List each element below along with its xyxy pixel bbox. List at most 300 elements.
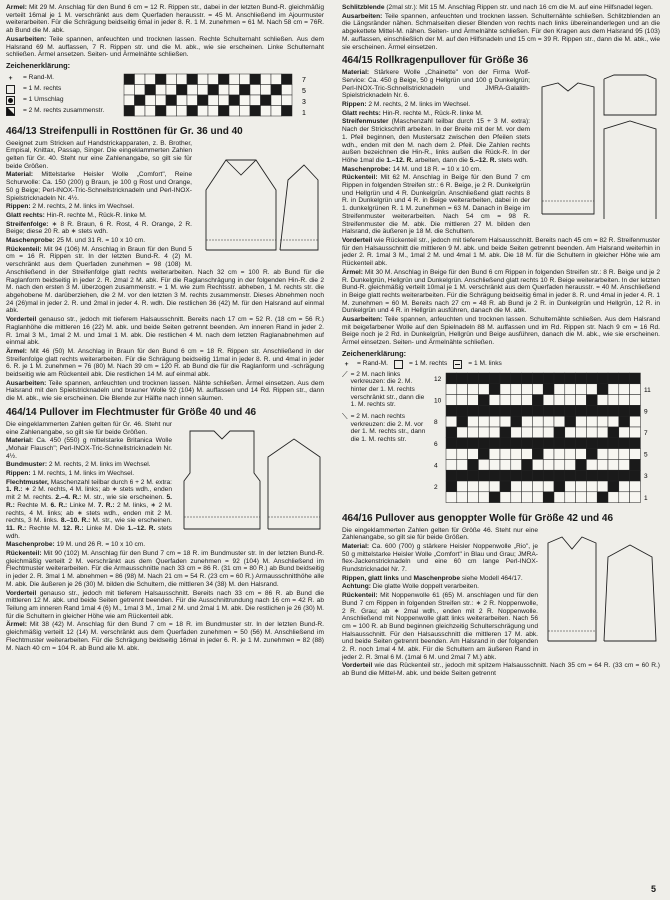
- row-label: 6: [434, 440, 438, 448]
- legend-block: [6, 72, 324, 122]
- explanation-item: [342, 371, 428, 410]
- row-label: 3: [302, 98, 306, 106]
- chart-cell: [446, 448, 457, 459]
- chart-cell: [522, 383, 533, 394]
- chart-cell: [511, 394, 522, 405]
- chart-cell: [229, 74, 240, 85]
- chart-cell: [554, 491, 565, 502]
- chart-cell: [511, 437, 522, 448]
- chart-cell: [145, 105, 156, 116]
- schematic-diagram: [176, 421, 324, 533]
- chart-cell: [446, 470, 457, 481]
- chart-cell: [489, 448, 500, 459]
- minus-symbol-icon: [453, 360, 462, 369]
- chart-cell: [500, 416, 511, 427]
- chart-cell: [271, 105, 282, 116]
- chart-cell: [543, 470, 554, 481]
- chart-cell: [576, 416, 587, 427]
- row-label: 10: [434, 397, 442, 405]
- chart-cell: [457, 394, 468, 405]
- chart-cell: [576, 373, 587, 384]
- paragraph: Ausarbeiten: Teile spannen, anfeuchten und trocknen lassen. Rechte Schulternaht schließen. Aus dem Halsrand 69 M. auffassen, 7 R. Rippen str. und die M. abk., wie sie erscheinen. Linke Schulternaht schließen. Ärmel ansetzen. Seiten- und Ärmelnähte schließen.: [6, 35, 324, 59]
- chart-cell: [187, 84, 198, 95]
- chart-cell: [250, 105, 261, 116]
- chart-cell: [478, 459, 489, 470]
- chart-cell: [468, 427, 479, 438]
- section-title: 464/14 Pullover im Flechtmuster für Größe 40 und 46: [6, 406, 257, 418]
- chart-cell: [250, 84, 261, 95]
- schematic-diagram: [534, 69, 660, 219]
- legend-list: [6, 72, 114, 122]
- chart-cell: [543, 491, 554, 502]
- chart-cell: [586, 373, 597, 384]
- chart-cell: [446, 491, 457, 502]
- chart-cell: [565, 383, 576, 394]
- triangle-symbol-icon: [6, 107, 15, 116]
- chart-cell: [468, 481, 479, 492]
- legend-row: [6, 74, 114, 83]
- chart-cell: [156, 95, 167, 106]
- chart-cell: [543, 427, 554, 438]
- row-label: 12: [434, 375, 442, 383]
- chart-cell: [554, 416, 565, 427]
- row-label: 9: [644, 407, 648, 415]
- chart-cell: [522, 416, 533, 427]
- chart-cell: [597, 416, 608, 427]
- chart-cell: [565, 437, 576, 448]
- chart-cell: [489, 481, 500, 492]
- page-number: 5: [650, 884, 656, 895]
- chart-cell: [522, 405, 533, 416]
- legend-text: = 2 M. rechts zusammenstr.: [23, 107, 105, 115]
- chart-cell: [177, 95, 188, 106]
- chart-cell: [511, 481, 522, 492]
- paragraph: Rückenteil: Mit Noppenwolle 61 (65) M. anschlagen und für den Bund 7 cm Rippen in folgenden Streifen str.: ∗ 2 R. Noppenwolle, 2 R. Grau; ab ∗ 2mal wdh., enden mit 2 R. Noppenwolle. Anschließend mit Noppenwolle glatt links weiterarbeiten. Nach 56 cm = 100 R. ab Bund beginnen gleichzeitig Schulterschrägung und Halsausschnitt. Für den Halsausschnitt die mittleren 17 M. abk. und beide Seiten getrennt beenden. Am Halsrand in der folgenden 2. R. noch 1mal 4 M. abk. Für die Schultern am äußeren Rand in jeder 2. R. 3mal 6 M. (1mal 6 M. und 2mal 7 M.) abk.: [342, 592, 538, 661]
- chart-cell: [177, 105, 188, 116]
- chart-cell: [522, 448, 533, 459]
- chart-cell: [457, 459, 468, 470]
- chart-cell: [229, 84, 240, 95]
- chart-cell: [586, 405, 597, 416]
- chart-cell: [608, 481, 619, 492]
- square-symbol-icon: [6, 85, 15, 94]
- paragraph: Material: Ca. 450 (550) g mittelstarke Britanica Wolle „Mohair Flausch"; Perl-INOX-Tric-Schnellstricknadeln Nr. 4½.: [6, 437, 172, 460]
- schematic-diagram: [196, 140, 324, 260]
- paragraph: Maschenprobe: 19 M. und 26 R. = 10 x 10 cm.: [6, 541, 146, 549]
- chart-cell: [543, 459, 554, 470]
- chart-cell: [187, 95, 198, 106]
- section-464-16: [342, 513, 660, 678]
- chart-cell: [511, 470, 522, 481]
- chart-cell: [554, 427, 565, 438]
- chart-cell: [597, 459, 608, 470]
- chart-cell: [532, 405, 543, 416]
- chart-cell: [597, 448, 608, 459]
- chart-cell: [468, 459, 479, 470]
- paragraph: Geeignet zum Stricken auf Handstrickapparaten, z. B. Brother, Empisal, Knittax, Passap, Singer. Die eingeklammerten Zahlen gelten für Gr. 40. Steht nur eine Zahlenangabe, so gilt sie für beide Größen.: [6, 139, 192, 170]
- chart-cell: [282, 84, 293, 95]
- paragraph: Glatt rechts: Hin-R. rechte M., Rück-R. linke M.: [342, 109, 483, 117]
- chart-cell: [554, 383, 565, 394]
- chart-cell: [489, 405, 500, 416]
- paragraph: Rückenteil: Mit 94 (106) M. Anschlag in Braun für den Bund 5 cm = 16 R. Rippen str. In der letzten Bund-R. 4 (2) M. verschränkt aus dem Querfaden zunehmen = 98 (108) M. Anschließend in der Streifenfolge glatt rechts weiterarbeiten. Nach 32 cm = 100 R. ab Bund für die Raglanform beidseitig in jeder 2. R. 2mal 2 M. abk. Für die Raglanschrägung in der folgenden Hin-R. die 2 M. nach den ersten 3 M. überzogen zusammenstr. = 1 M. wie zum Rechtsstr. abheben, 1 M. rechts str. die abgehobene M. darüberziehen, die 2 M. vor den letzten 3 M. rechts zusammenstr. Dieses Abnehmen noch 24 (26)mal in jeder 2. R. und 2mal in jeder 4. R. wdh. Die restlichen 36 (42) M. für den Halsrand auf einmal abk.: [6, 245, 324, 315]
- chart-cell: [619, 459, 630, 470]
- chart-cell: [630, 394, 641, 405]
- chart-cell: [135, 105, 146, 116]
- chart-cell: [576, 437, 587, 448]
- explanation-item: [342, 413, 428, 444]
- chart-cell: [457, 383, 468, 394]
- chart-cell: [478, 416, 489, 427]
- chart-cell: [282, 74, 293, 85]
- chart-cell: [576, 405, 587, 416]
- chart-cell: [511, 459, 522, 470]
- chart-cell: [489, 437, 500, 448]
- chart-cell: [446, 394, 457, 405]
- chart-cell: [532, 470, 543, 481]
- chart-cell: [586, 481, 597, 492]
- plus-symbol-icon: +: [344, 360, 349, 368]
- chart-cell: [446, 405, 457, 416]
- section-title: 464/15 Rollkragenpullover für Größe 36: [342, 55, 529, 67]
- chart-cell: [630, 448, 641, 459]
- chart-cell: [565, 394, 576, 405]
- chart-cell: [630, 491, 641, 502]
- paragraph: Streifenfolge: ∗ 8 R. Braun, 6 R. Rost, 4 R. Orange, 2 R. Beige; diese 20 R. ab ∗ stets wdh.: [6, 220, 192, 236]
- chart-cell: [608, 383, 619, 394]
- chart-cell: [597, 491, 608, 502]
- chart-cell: [250, 95, 261, 106]
- chart-cell: [271, 84, 282, 95]
- chart-cell: [554, 459, 565, 470]
- paragraph: Maschenprobe: 25 M. und 31 R. = 10 x 10 cm.: [6, 237, 146, 245]
- chart-cell: [576, 481, 587, 492]
- chart-cell: [532, 416, 543, 427]
- chart-cell: [446, 383, 457, 394]
- chart-cell: [489, 427, 500, 438]
- paragraph: Vorderteil genauso str., jedoch mit tieferem Halsausschnitt. Bereits nach 17 cm = 52 R. (18 cm = 56 R.) Raglanhöhe die mittleren 16 (22) M. abk. und beide Seiten getrennt beenden. Am inneren Rand in jeder 2. R. 1mal 3 M., 1mal 2 M. und 1mal 1 M. abk. Die restlichen 4 M. nach dem letzten Raglanabnehmen auf einmal abk.: [6, 316, 324, 347]
- row-label: 7: [644, 429, 648, 437]
- legend-row: [6, 107, 114, 116]
- chart-cell: [489, 394, 500, 405]
- chart-cell: [597, 405, 608, 416]
- chart-cell: [250, 74, 261, 85]
- chart-cell: [543, 405, 554, 416]
- chart-cell: [446, 459, 457, 470]
- chart-cell: [177, 84, 188, 95]
- chart-cell: [597, 470, 608, 481]
- legend-text: = 1 M. links: [468, 360, 502, 368]
- row-label: 3: [644, 472, 648, 480]
- chart-cell: [478, 394, 489, 405]
- chart-cell: [619, 481, 630, 492]
- chart-cell: [468, 405, 479, 416]
- chart-cell: [208, 95, 219, 106]
- square-symbol-icon: [394, 360, 403, 369]
- paragraph: Vorderteil genauso str., jedoch mit tieferem Halsausschnitt. Bereits nach 33 cm = 86 R. ab Bund die mittleren 12 M. abk. und beide Seiten getrennt beenden. Für die Ausschnittrundung nach 16 cm = 42 R. ab Teilung am inneren Rand 1mal 4 (6) M., 1mal 3 M., 1mal 2 M. und 2mal 1 M. abk. Die restlichen je 26 (30) M. für die Schultern in gleicher Höhe wie am Rückenteil abk.: [6, 589, 324, 620]
- chart-cell: [271, 74, 282, 85]
- paragraph: Ausarbeiten: Teile spannen, anfeuchten und trocknen lassen. Nähte schließen. Ärmel einsetzen. Aus dem Halsrand mit den Spielstricknadeln und brauner Wolle 92 (104) M. auffassen und 14 Rd. Rippen str., dann die M. abk., wie sie erscheinen. Die Blende zur Hälfte nach innen säumen.: [6, 379, 324, 403]
- paragraph: Material: Ca. 600 (700) g stärkere Heisler Noppenwolle „Rio", je 50 g mittelstarke Heisler Wolle „Comfort" in Blau und Grau; JMRA-flex-Jackenstricknadeln und eine 60 cm lange Perl-INOX-Rundstricknadel Nr. 7.: [342, 542, 538, 574]
- paragraph: Streifenmuster (Maschenzahl teilbar durch 15 + 3 M. extra): Nach der Strickschrift arbeiten. In der Breite mit der M. vor dem 1. Pfeil beginnen, den Mustersatz zwischen den Pfeilen stets wdh., enden mit den M. nach dem 2. Pfeil. Die Zahlen rechts außen bezeichnen die Hin-R., links außen die Rück-R. In der Höhe 1mal die 1.–12. R. arbeiten, dann die 5.–12. R. stets wdh.: [342, 118, 530, 164]
- chart-cell: [124, 74, 135, 85]
- chart-cell: [457, 405, 468, 416]
- chart-cell: [597, 481, 608, 492]
- chart-cell: [532, 491, 543, 502]
- row-label: 1: [302, 109, 306, 117]
- chart-cell: [586, 470, 597, 481]
- paragraph: Rückenteil: Mit 90 (102) M. Anschlag für den Bund 7 cm = 18 R. im Bundmuster str. In der letzten Bund-R. gleichmäßig verteilt 2 M. verschränkt aus dem Querfaden zunehmen = 92 (104) M. Anschließend im Flechtmuster weiterarbeiten. Für die Armausschnitte nach 33 cm = 86 R. (31 cm = 80 R.) ab Bund beidseitig in jeder 2. R. 3mal 1 M. abnehmen = 86 (98) M. Nach 21 cm = 54 R. (23 cm = 60 R.) Armausschnitthöhe alle M. abk. Die äußeren je 26 (30) M. bilden die Schultern, die mittleren 34 (38) M. den Halsrand.: [6, 550, 324, 588]
- chart-cell: [198, 74, 209, 85]
- chart-cell: [240, 105, 251, 116]
- chart-cell: [229, 105, 240, 116]
- chart-cell: [543, 448, 554, 459]
- chart-cell: [446, 481, 457, 492]
- chart-cell: [156, 105, 167, 116]
- chart-cell: [608, 405, 619, 416]
- chart-cell: [187, 74, 198, 85]
- chart-cell: [468, 383, 479, 394]
- legend-row: [6, 96, 114, 105]
- chart-cell: [608, 394, 619, 405]
- chart-cell: [446, 373, 457, 384]
- right-column: [342, 4, 660, 895]
- chart-cell: [619, 405, 630, 416]
- chart-cell: [543, 383, 554, 394]
- knitting-chart-ajour: [120, 72, 310, 122]
- chart-cell: [565, 416, 576, 427]
- chart-cell: [282, 105, 293, 116]
- paragraph: Material: Stärkere Wolle „Chainette" von der Firma Wolf-Service: Ca. 450 g Beige, 50 g Hellgrün und 100 g Dunkelgrün; Perl-INOX-Tric-Schnellstricknadeln und JMRA-Galalith-Spielstricknadeln Nr. 6.: [342, 69, 530, 100]
- legend-title: Zeichenerklärung:: [6, 60, 71, 70]
- chart-cell: [565, 427, 576, 438]
- chart-cell: [124, 84, 135, 95]
- chart-cell: [576, 470, 587, 481]
- chart-cell: [468, 448, 479, 459]
- chart-cell: [630, 405, 641, 416]
- chart-cell: [576, 448, 587, 459]
- chart-cell: [608, 470, 619, 481]
- chart-cell: [586, 459, 597, 470]
- chart-cell: [478, 491, 489, 502]
- paragraph: Ärmel: Mit 29 M. Anschlag für den Bund 6 cm = 12 R. Rippen str., dabei in der letzten Bund-R. gleichmäßig verteilt 16mal je 1 M. verschränkt aus dem Querfaden herausstr. = 45 M. Anschließend im Ajourmuster weiterarbeiten. Für die Schrägung beidseitig 6mal in jeder 8. R. 1 M. zunehmen = 61 M. Nach 58 cm = 76R. ab Bund die M. abk.: [6, 4, 324, 35]
- chart-cell: [565, 405, 576, 416]
- chart-cell: [630, 470, 641, 481]
- chart-cell: [522, 459, 533, 470]
- explanation-text: = 2 M. nach links verkreuzen: die 2. M. hinter der 1. M. rechts verschränkt str., dann die 1. M. rechts str.: [350, 370, 425, 409]
- paragraph: Ärmel: Mit 38 (42) M. Anschlag für den Bund 7 cm = 18 R. im Bundmuster str. In der letzten Bund-R. gleichmäßig verteilt 12 (14) M. verschränkt aus dem Querfaden zunehmen = 50 (56) M. Anschließend im Flechtmuster weiterarbeiten. Für die Schrägung beidseitig 16mal in jeder 6. R. je 1 M. zunehmen = 82 (88) M. Nach 40 cm = 104 R. ab Bund alle M. abk.: [6, 621, 324, 652]
- cross-left-icon: ⟋: [342, 369, 348, 379]
- chart-cell: [489, 459, 500, 470]
- paragraph: Glatt rechts: Hin-R. rechte M., Rück-R. linke M.: [6, 211, 147, 219]
- row-label: 11: [644, 386, 651, 394]
- chart-cell: [271, 95, 282, 106]
- chart-cell: [532, 437, 543, 448]
- row-label: 2: [434, 483, 438, 491]
- chart-cell: [619, 491, 630, 502]
- circle-symbol-icon: [6, 96, 15, 105]
- chart-cell: [135, 74, 146, 85]
- chart-cell: [478, 383, 489, 394]
- chart-cell: [608, 416, 619, 427]
- paragraph: Rückenteil: Mit 62 M. Anschlag in Beige für den Bund 7 cm Rippen in folgenden Streifen str.: 6 R. Beige, je 2 R. Dunkelgrün und Hellgrün und 4 R. Dunkelgrün. Anschließend glatt rechts 8 R. in Dunkelgrün und 4 R. in Beige weiterarbeiten, dabei in der 1. dunkelgrünen R. 1 M. zunehmen = 63 M. Danach in Beige im Streifenmuster weiterarbeiten. Nach 54 cm = 98 R. Streifenmuster die M. abk. Die mittleren 27 M. bilden den Halsrand, die äußeren je 18 M. die Schultern.: [342, 174, 530, 236]
- chart-cell: [532, 373, 543, 384]
- paragraph: Ärmel: Mit 46 (50) M. Anschlag in Braun für den Bund 6 cm = 18 R. Rippen str. Anschließend in der Streifenfolge glatt rechts weiterarbeiten. Für die Schrägung beidseitig 11mal in jeder 8. R. und 4mal in jeder 6. R. je 1 M. zunehmen = 76 (80) M. Nach 39 cm = 120 R. ab Bund die für die Raglanform und -schrägung beidseitig wie am Rückenteil abk. Die restlichen 14 M. auf einmal abk.: [6, 347, 324, 379]
- chart-cell: [576, 459, 587, 470]
- chart-cell: [543, 437, 554, 448]
- paragraph: Rippen: 2 M. rechts, 2 M. links im Wechsel.: [6, 203, 135, 211]
- intro-right: [342, 4, 660, 51]
- chart-cell: [177, 74, 188, 85]
- chart-cell: [135, 84, 146, 95]
- paragraph: Ärmel: Mit 30 M. Anschlag in Beige für den Bund 6 cm Rippen in folgenden Streifen str.: 8 R. Beige und je 2 R. Dunkelgrün, Hellgrün und Dunkelgrün. Anschließend glatt rechts 10 R. Beige weiterarbeiten. In der letzten Bund-R. gleichmäßig verteilt 10mal je 1 M. verschränkt aus dem Querfaden herausstr. = 40 M. Anschließend in Beige glatt rechts weiterarbeiten. Für die Schrägung beidseitig 6mal in jeder 8. R. und 4mal in jeder 4. R. 1 M. zunehmen = 60 M. Bereits nach 27 cm = 48 R. ab Bund je 2 R. in Dunkelgrün und Hellgrün, 12 R. in Dunkelgrün und 4 R. in Hellgrün ausführen, danach die M. abk.: [342, 268, 660, 315]
- chart-cell: [522, 470, 533, 481]
- chart-cell: [457, 427, 468, 438]
- plus-symbol-icon: +: [8, 74, 13, 82]
- chart-cell: [597, 383, 608, 394]
- chart-cell: [511, 383, 522, 394]
- chart-cell: [208, 84, 219, 95]
- chart-cell: [522, 394, 533, 405]
- chart-cell: [532, 481, 543, 492]
- legend-title: Zeichenerklärung:: [342, 348, 407, 358]
- chart-cell: [619, 448, 630, 459]
- chart-cell: [166, 74, 177, 85]
- chart-cell: [608, 373, 619, 384]
- chart-cell: [522, 491, 533, 502]
- chart-cell: [554, 437, 565, 448]
- chart-cell: [457, 416, 468, 427]
- chart-cell: [597, 427, 608, 438]
- chart-cell: [619, 437, 630, 448]
- chart-cell: [608, 459, 619, 470]
- chart-cell: [468, 416, 479, 427]
- row-label: 1: [644, 494, 648, 502]
- chart-cell: [511, 373, 522, 384]
- chart-cell: [554, 373, 565, 384]
- chart-cell: [208, 74, 219, 85]
- chart-cell: [619, 470, 630, 481]
- legend-text: = Rand-M.: [23, 74, 54, 82]
- chart-cell: [500, 427, 511, 438]
- chart-cell: [489, 373, 500, 384]
- chart-cell: [630, 437, 641, 448]
- chart-cell: [145, 84, 156, 95]
- chart-cell: [565, 459, 576, 470]
- chart-cell: [554, 470, 565, 481]
- chart-cell: [468, 394, 479, 405]
- chart-cell: [608, 491, 619, 502]
- chart-cell: [522, 481, 533, 492]
- chart-cell: [240, 84, 251, 95]
- chart-cell: [554, 394, 565, 405]
- legend-text: = 1 Umschlag: [23, 96, 64, 104]
- chart-cell: [586, 383, 597, 394]
- chart-cell: [145, 74, 156, 85]
- chart-cell: [457, 491, 468, 502]
- chart-cell: [554, 405, 565, 416]
- chart-cell: [565, 481, 576, 492]
- chart-cell: [135, 95, 146, 106]
- chart-cell: [597, 373, 608, 384]
- paragraph: Schlitzblende (2mal str.): Mit 15 M. Anschlag Rippen str. und nach 16 cm die M. auf eine Hilfsnadel legen.: [342, 4, 653, 11]
- chart-cell: [166, 84, 177, 95]
- chart-cell: [532, 459, 543, 470]
- chart-cell: [500, 481, 511, 492]
- chart-cell: [630, 383, 641, 394]
- chart-cell: [457, 437, 468, 448]
- schematic-diagram: [542, 527, 660, 645]
- chart-cell: [489, 383, 500, 394]
- paragraph: Maschenprobe: 14 M. und 18 R. = 10 x 10 cm.: [342, 165, 482, 173]
- paragraph: Die eingeklammerten Zahlen gelten für Gr. 46. Steht nur eine Zahlenangabe, so gilt sie für beide Größen.: [6, 420, 172, 436]
- chart-cell: [500, 448, 511, 459]
- chart-cell: [543, 394, 554, 405]
- chart-cell: [608, 427, 619, 438]
- chart-cell: [478, 437, 489, 448]
- chart-cell: [554, 448, 565, 459]
- chart-cell: [565, 448, 576, 459]
- chart-cell: [511, 427, 522, 438]
- chart-cell: [468, 470, 479, 481]
- chart-cell: [468, 437, 479, 448]
- chart-cell: [586, 394, 597, 405]
- paragraph: Vorderteil wie das Rückenteil str., jedoch mit spitzem Halsausschnitt. Nach 35 cm = 64 R. (33 cm = 60 R.) ab Bund die Mittel-M. abk. und beide Seiten getrennt: [342, 662, 660, 678]
- chart-cell: [240, 95, 251, 106]
- row-label: 4: [434, 461, 438, 469]
- legend-row: [6, 85, 114, 94]
- section-464-15: [342, 55, 660, 347]
- chart-cell: [198, 84, 209, 95]
- chart-cell: [457, 373, 468, 384]
- paragraph: Rippen: 2 M. rechts, 2 M. links im Wechsel.: [342, 101, 471, 109]
- paragraph: Ausarbeiten: Teile spannen, anfeuchten und trocknen lassen. Schulternähte schließen. Aus dem Halsrand mit beigefarbener Wolle auf den Spielnadeln 88 M. auffassen und im Rd. Rippen str. Nach 9 cm = 16 Rd. Beige noch je 2 Rd. in Dunkelgrün, Hellgrün und Beige ausführen, danach die M. abk., wie sie erscheinen. Ärmel einsetzen. Seiten- und Ärmelnähte schließen.: [342, 316, 660, 347]
- chart-cell: [489, 470, 500, 481]
- chart-cell: [576, 383, 587, 394]
- legend-text: = Rand-M.: [357, 360, 388, 368]
- chart-cell: [166, 105, 177, 116]
- chart-cell: [576, 491, 587, 502]
- chart-cell: [532, 427, 543, 438]
- symbol-explanations: [342, 371, 428, 509]
- chart-cell: [630, 481, 641, 492]
- chart-cell: [532, 448, 543, 459]
- chart-cell: [630, 427, 641, 438]
- chart-cell: [619, 416, 630, 427]
- chart-cell: [511, 448, 522, 459]
- chart-cell: [446, 416, 457, 427]
- paragraph: Achtung: Die glatte Wolle doppelt verarbeiten.: [342, 583, 479, 591]
- chart-cell: [457, 481, 468, 492]
- chart-cell: [208, 105, 219, 116]
- chart-cell: [468, 373, 479, 384]
- paragraph: Rippen, glatt links und Maschenprobe siehe Modell 464/17.: [342, 574, 523, 582]
- paragraph: Rippen: 1 M. rechts, 1 M. links im Wechsel.: [6, 470, 135, 478]
- chart-cell: [586, 448, 597, 459]
- chart-cell: [586, 416, 597, 427]
- chart-cell: [261, 84, 272, 95]
- chart-cell: [597, 394, 608, 405]
- chart-cell: [478, 470, 489, 481]
- chart-cell: [565, 470, 576, 481]
- chart-cell: [219, 105, 230, 116]
- chart-cell: [554, 481, 565, 492]
- chart-cell: [500, 459, 511, 470]
- legend-text: = 1 M. rechts: [408, 360, 448, 368]
- chart-cell: [532, 394, 543, 405]
- legend-text: = 1 M. rechts: [23, 85, 62, 93]
- section-title: 464/16 Pullover aus genoppter Wolle für Größe 42 und 46: [342, 512, 614, 524]
